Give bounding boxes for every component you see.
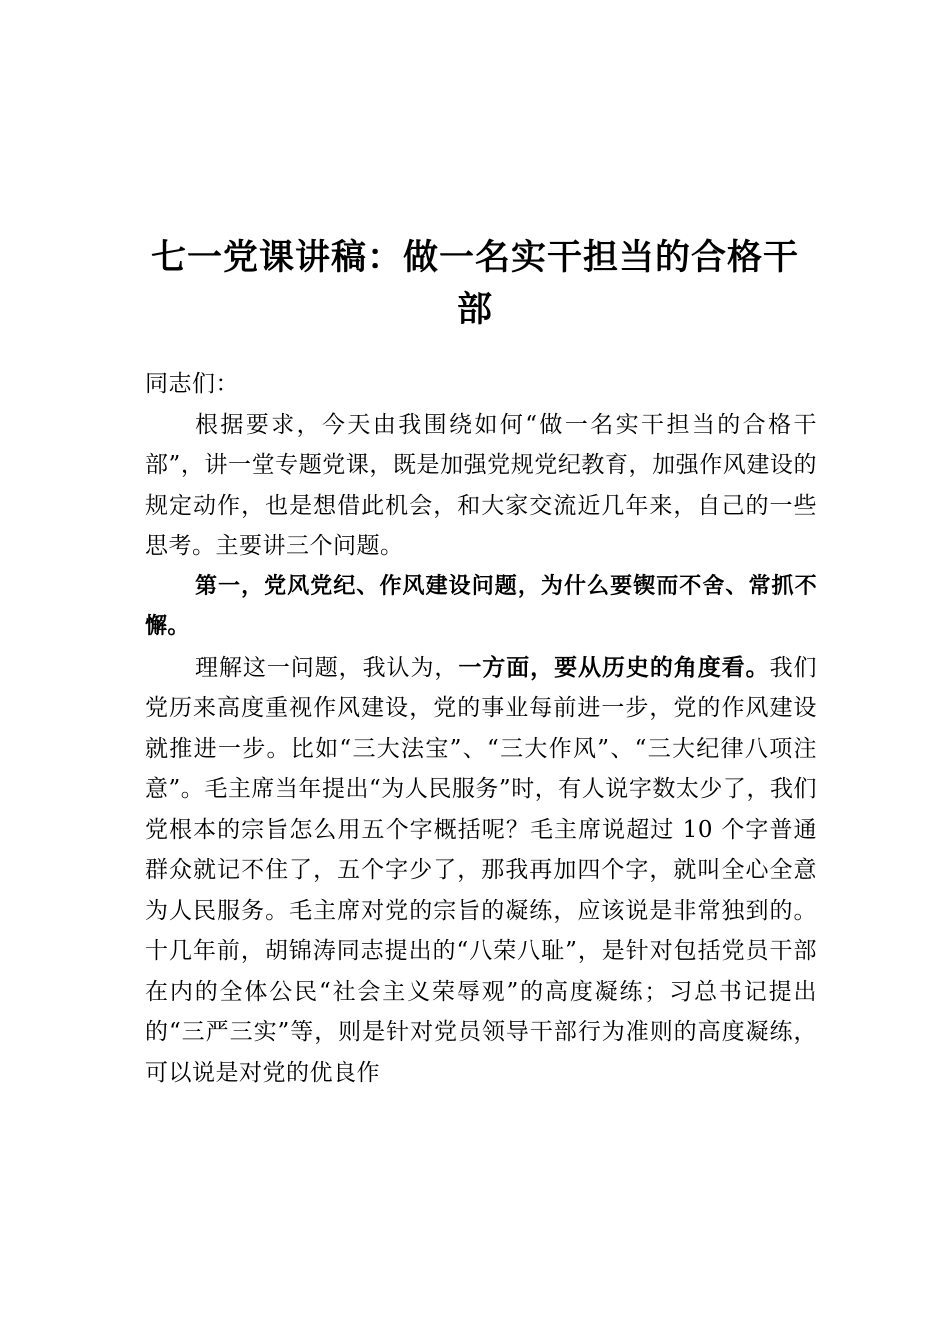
salutation: 同志们：	[145, 371, 239, 397]
document-body	[145, 364, 817, 1093]
paragraph-emphasis: 一方面，要从历史的角度看。	[458, 653, 770, 681]
section-heading: 第一，党风党纪、作风建设问题，为什么要锲而不舍、常抓不懈。	[145, 573, 817, 639]
paragraph-continuation: 我们党历来高度重视作风建设，党的事业每前进一步，党的作风建设就推进一步。比如“三大法宝”、“三大作风”、“三大纪律八项注意”。毛主席当年提出“为人民服务”时，有人说字数太少了，我们党根本的宗旨怎么用五个字概括呢？毛主席说超过 10 个字普通群众就记不住了，五个字少了，那我再加四个字，就叫全心全意为人民服务。毛主席对党的宗旨的凝练，应该说是非常独到的。十几年前，胡锦涛同志提出的“八荣八耻”，是针对包括党员干部在内的全体公民“社会主义荣辱观”的高度凝练；习总书记提出的“三严三实”等，则是针对党员领导干部行为准则的高度凝练，可以说是对党的优良作	[145, 654, 818, 1086]
document-title: 七一党课讲稿：做一名实干担当的合格干部	[150, 238, 799, 330]
intro-paragraph: 根据要求，今天由我围绕如何“做一名实干担当的合格干部”，讲一堂专题党课，既是加强党规党纪教育，加强作风建设的规定动作，也是想借此机会，和大家交流近几年来，自己的一些思考。主要讲三个问题。	[145, 411, 817, 559]
body-paragraph	[145, 648, 817, 1094]
paragraph-lead: 理解这一问题，我认为，	[195, 654, 459, 681]
